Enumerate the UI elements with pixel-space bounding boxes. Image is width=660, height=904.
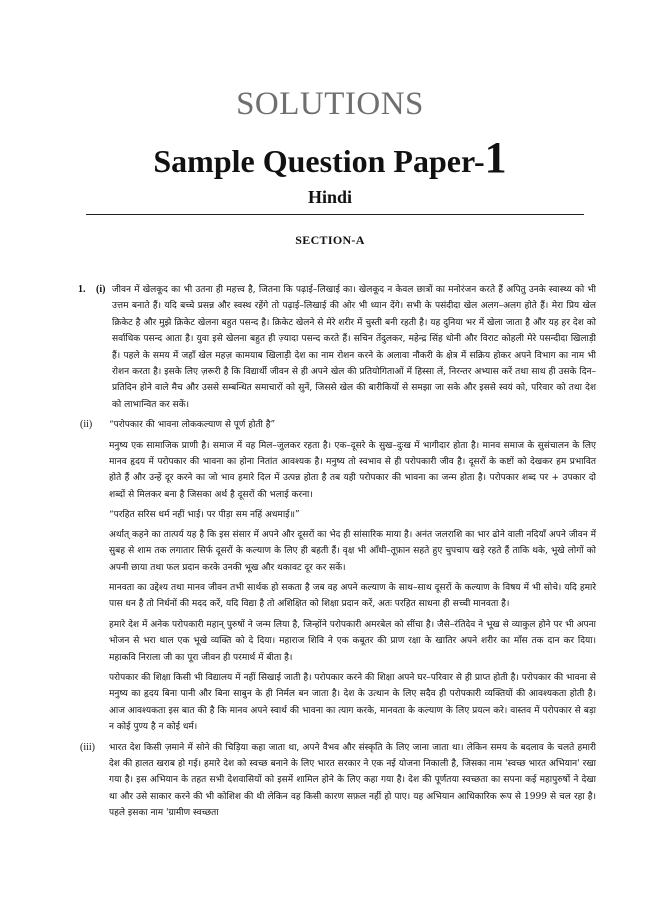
answer-paragraph: अर्थात् कहने का तात्पर्य यह है कि इस संसार में अपने और दूसरों का भेद ही सांसारिक माया है। अनंत जलराशि का भार ढोने वाली नदियाँ अपने जीवन में सुबह से शाम तक लगातार सिर्फ दूसरों के कल्याण के लिए ही बहती हैं। वृक्ष भी आँधी–तूफ़ान सहते हुए चुपचाप खड़े रहते हैं ताकि थके, भूखे लोगों को अपनी छाया तथा फल प्रदान करके उनकी भूख और थकावट दूर कर सकें।	[109, 529, 596, 573]
answer-paragraph: भारत देश किसी ज़माने में सोने की चिड़िया कहा जाता था, अपने वैभव और संस्कृति के लिए जाना जाता था। लेकिन समय के बदलाव के चलते हमारी देश की हालत खराब हो गई। हमारे देश को स्वच्छ बनाने के लिए भारत सरकार ने एक नई योजना निकाली है, जिसका नाम 'स्वच्छ भारत अभियान' रखा गया है। इस अभियान के तहत सभी देशवासियों को इसमें शामिल होने के लिए कहा गया है। देश की पूर्णतया स्वच्छता का सपना कई महापुरुषों ने देखा था और उसे साकार करने की भी कोशिश की थी लेकिन वह किसी कारण सफ़ल नहीं हो पाए। यह अभियान आधिकारिक रूप से 1999 से चल रहा है। पहले इसका नाम 'ग्रामीण स्वच्छता	[109, 742, 596, 819]
answer-1-i	[78, 282, 596, 413]
answer-paragraph: परोपकार की शिक्षा किसी भी विद्यालय में नहीं सिखाई जाती है। परोपकार करने की शिक्षा अपने घर–परिवार से ही प्राप्त होती है। परोपकार की भावना से मनुष्य का हृदय बिना पानी और बिना साबुन के ही निर्मल बन जाता है। देश के उत्थान के लिए सदैव ही परोपकारी व्यक्तियों की आवश्यकता होती है। आज आवश्यकता इस बात की है कि मानव अपने स्वार्थ की भावना का त्याग करके, मानवता के कल्याण के लिए प्रयत्न करे। वास्तव में परोपकार से बड़ा न कोई पुण्य है न कोई धर्म।	[109, 672, 596, 733]
paper-title-text: Sample Question Paper-	[153, 143, 485, 179]
question-number: 1.	[78, 284, 86, 295]
verse-quote: “परहित सरिस धर्म नहीं भाई। पर पीड़ा सम नहिं अधमाई॥”	[109, 510, 300, 521]
paper-title	[0, 132, 660, 183]
section-heading: SECTION-A	[295, 233, 365, 247]
part-label-iii: (iii)	[80, 741, 95, 753]
answer-1-ii	[80, 417, 596, 735]
answer-1-iii	[80, 740, 596, 822]
answer-paragraph: मनुष्य एक सामाजिक प्राणी है। समाज में वह मिल–जुलकर रहता है। एक–दूसरे के सुख–दुःख में भागीदार होता है। मानव समाज के सुसंचालन के लिए मानव हृदय में परोपकार की भावना का होना नितांत आवश्यक है। मनुष्य तो स्वभाव से ही परोपकारी जीव है। दूसरों के कष्टों को देखकर हम प्रभावित होते हैं और उन्हें दूर करने का जो भाव हमारे दिल में उत्पन्न होता है तब यही परोपकार की भावना का जन्म होता है। परोपकार शब्द पर + उपकार दो शब्दों से मिलकर बना है जिसका अर्थ है दूसरों की भलाई करना।	[109, 440, 596, 500]
header-divider	[86, 214, 584, 215]
part-label-ii: (ii)	[80, 419, 93, 431]
page-title: SOLUTIONS	[236, 86, 424, 122]
answer-paragraph: हमारे देश में अनेक परोपकारी महान् पुरुषों ने जन्म लिया है, जिन्होंने परोपकारी अमरबेल को सींचा है। जैसे–रंतिदेव ने भूख से व्याकुल होने पर भी अपना भोजन से भरा थाल एक भूखे व्यक्ति को दे दिया। महाराज शिवि ने एक कबूतर की प्राण रक्षा के खातिर अपने शरीर का माँस तक दान कर दिया। महाकवि निराला जी का पूरा जीवन ही परमार्थ में बीता है।	[109, 619, 596, 663]
essay-heading: “परोपकार की भावना लोककल्याण से पूर्ण होती है”	[109, 420, 276, 431]
answer-paragraph: जीवन में खेलकूद का भी उतना ही महत्त्व है, जितना कि पढ़ाई–लिखाई का। खेलकूद न केवल छात्रों का मनोरंजन करते हैं अपितु उनके स्वास्थ्य को भी उत्तम बनाते हैं। यदि बच्चे प्रसन्न और स्वस्थ रहेंगे तो पढ़ाई–लिखाई की ओर भी ध्यान देंगे। सभी के पसंदीदा खेल अलग–अलग होते हैं। मेरा प्रिय खेल क्रिकेट है और मुझे क्रिकेट खेलना बहुत पसन्द है। क्रिकेट खेलने से मेरे शरीर में चुस्ती बनी रहती है। यह दुनिया भर में खेला जाता है और यह हर देश को सर्वाधिक पसन्द आता है। युवा इसे खेलना बहुत ही ज़्यादा पसन्द करते हैं। सचिन तेंदुलकर, महेन्द्र सिंह धोनी और विराट कोहली मेरे पसन्दीदा खिलाड़ी हैं। पहले के समय में जहाँ खेल महज़ कामयाब खिलाड़ी देश का नाम रोशन करने के अलावा नौकरी के क्षेत्र में सक्रिय होकर अपने विभाग का नाम भी रोशन करता है। इसके लिए ज़रूरी है कि विद्यार्थी जीवन से ही अपने खेल की प्रतियोगिताओं में हिस्सा लें, निरन्तर अभ्यास करें तथा साथ ही उसके दिन–प्रतिदिन होने वाले मैच और उससे सम्बन्धित समाचारों को सुनें, जिससे खेल की बारीकियों से समझा जा सके और इससे स्वयं को, परिवार को तथा देश को लाभान्वित कर सकें।	[112, 285, 596, 410]
paper-number: 1	[484, 133, 507, 182]
answer-content	[78, 282, 596, 826]
part-label-i: (i)	[96, 284, 106, 295]
answer-paragraph: मानवता का उद्देश्य तथा मानव जीवन तभी सार्थक हो सकता है जब वह अपने कल्याण के साथ–साथ दूसरों के कल्याण के विषय में भी सोचे। यदि हमारे पास धन है तो निर्धनों की मदद करें, यदि विद्या है तो अशिक्षित को शिक्षा प्रदान करें, अतः परहित साधना ही सच्ची मानवता है।	[109, 582, 596, 610]
subject-heading: Hindi	[307, 187, 353, 207]
